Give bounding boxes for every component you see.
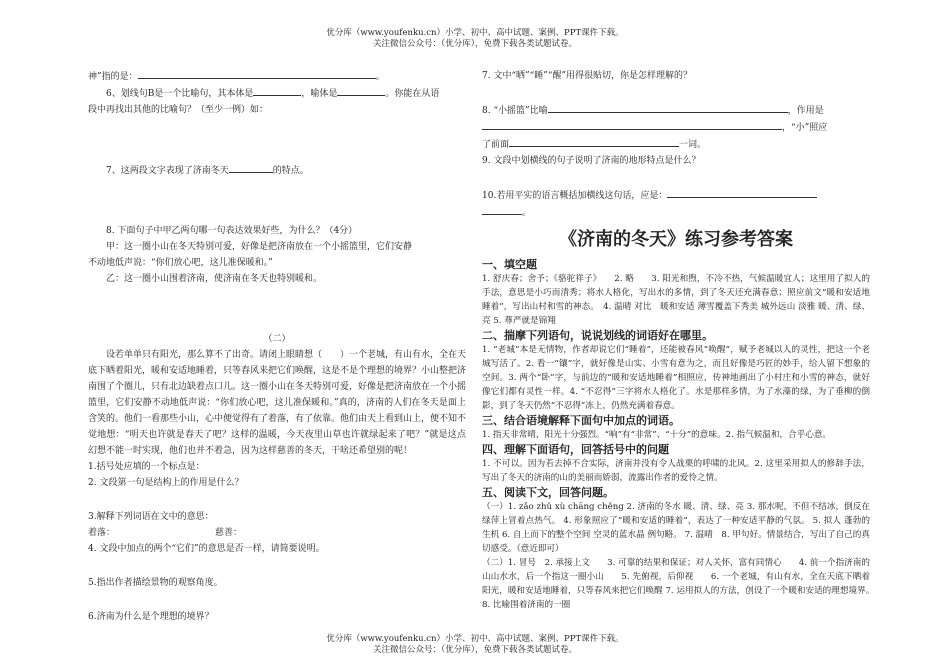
answer-blank[interactable] xyxy=(229,162,273,173)
left-column xyxy=(88,68,466,625)
section-heading-3: 三、结合语境解释下面句中加点的词语。 xyxy=(482,414,680,427)
sub-question-2: 2. 文段第一句是结构上的作用是什么？ xyxy=(88,478,244,488)
section-heading-4: 四、理解下面语句，回答括号中的问题 xyxy=(482,443,669,456)
header-line-1: 优分库（www.youfenku.cn）小学、初中、高中试题、案例、PPT课件下载。 xyxy=(326,28,624,38)
answer-section-4: 1. 不可以。因为若去掉不合实际，济南并没有令人战栗的呼啸的北风。2. 这里采用拟人的修辞手法，写出了冬天的济南的山的美丽而娇弱，流露出作者的爱怜之情。 xyxy=(482,459,870,483)
sub-question-1: 1.括号处应填的一个标点是： xyxy=(88,462,205,472)
answer-blank[interactable] xyxy=(337,85,385,96)
question-r8-line3: 了前面 一词。 xyxy=(482,136,870,153)
header-line-2: 关注微信公众号：（优分库），免费下载各类试题试卷。 xyxy=(372,39,577,49)
question-6: 6、划线句B是一个比喻句，其本体是 ，喻体是 。你能在从语 xyxy=(88,85,466,102)
answer-section-5-part2: （二）1. 冒号 2. 承接上文 3. 可靠的结果和保证；对人关怀，富有同情心 4. 前一个指济南的山山水水，后一个指这一圈小山 5. 先俯视，后仰视 6. 一个老城，有山有水，全在天底下晒着阳光，暖和安适地睡着，只等春风来把它们唤醒 7. 运用拟人的方法，创设了一个暖和安适的理想境界。 8. 比喻围着济南的一圈 xyxy=(482,558,888,610)
question-8: 8. 下面句子中甲乙两句哪一句表达效果好些，为什么？（4分） xyxy=(106,226,358,236)
section-heading-1: 一、填空题 xyxy=(482,258,537,271)
question-r10: 10.若用平实的语言概括加横线这句话，应是： xyxy=(482,187,870,204)
sub-question-4: 4. 文段中加点的两个“它们”的意思是否一样，请简要说明。 xyxy=(88,544,325,554)
question-r8-line2: ，“小”照应 xyxy=(482,119,870,136)
question-7: 7、这两段文字表现了济南冬天 的特点。 xyxy=(88,162,466,179)
question-r10-line2: 。 xyxy=(482,204,870,221)
sub-question-3-words: 着落： 慈善： xyxy=(88,528,243,538)
sentence-jia: 甲：这一圈小山在冬天特别可爱，好像是把济南放在一个小摇篮里，它们安静 xyxy=(106,242,413,252)
answer-blank[interactable] xyxy=(548,102,788,113)
section-heading-5: 五、阅读下文，回答问题。 xyxy=(482,486,614,499)
answer-blank[interactable] xyxy=(482,119,782,130)
answer-section-5-part1: （一）1. zǎo zhǔ xù chāng chěng 2. 济南的冬水 暖、清、绿、亮 3. 那水呢，不但不结冰，倒反在绿萍上冒着点热气。 4. 形象照应了“暖和安适的睡着”，表达了一种安适平静的气氛。 5. 拟人 蓬勃的生机 6. 自上而下的整个空间 空灵的蓝水晶 例句略。 7. 温晴 8. 甲句好。情景结合，写出了自己的真切感受。（意近即可） xyxy=(482,502,870,554)
left-line-1: 神”指的是： 。 xyxy=(88,68,466,85)
footer-line-2: 关注微信公众号：（优分库），免费下载各类试题试卷。 xyxy=(372,645,577,655)
answer-blank[interactable] xyxy=(667,187,817,198)
footer-line-1: 优分库（www.youfenku.cn）小学、初中、高中试题、案例、PPT课件下载。 xyxy=(326,634,624,644)
answer-title: 《济南的冬天》练习参考答案 xyxy=(559,229,793,250)
question-r9: 9. 文段中划横线的句子说明了济南的地形特点是什么？ xyxy=(482,156,701,166)
answer-blank[interactable] xyxy=(482,204,522,215)
question-r8: 8. “小摇篮”比喻 ，作用是 xyxy=(482,102,870,119)
sub-question-3: 3.解释下列词语在文中的意思： xyxy=(88,512,214,522)
right-column xyxy=(482,68,888,612)
answer-blank[interactable] xyxy=(253,85,301,96)
question-r7: 7. 文中“晒”“睡”“醒”用得很贴切，你是怎样理解的？ xyxy=(482,71,693,81)
section-heading-2: 二、揣摩下列语句，说说划线的词语好在哪里。 xyxy=(482,329,713,342)
part-two-heading: （二） xyxy=(263,334,291,344)
question-6-cont: 段中再找出其他的比喻句？（至少一例）如： xyxy=(88,105,269,115)
sentence-yi: 乙：这一圈小山围着济南，使济南在冬天也特别暖和。 xyxy=(106,274,323,284)
reading-passage: 设若单单只有阳光，那么算不了出奇。请闭上眼睛想（ ）一个老城，有山有水，全在天底下晒着阳光，暖和安适地睡着，只等春风来把它们唤醒，这是不是个理想的境界？小山整把济南围了个圈儿，只有北边缺着点口儿。这一圈小山在冬天特别可爱，好像是把济南放在一个小摇篮里，它们安静不动地低声说：“你们放心吧，这儿准保暖和。”真的，济南的人们在冬天是面上含笑的。他们一看那些小山，心中便觉得有了着落，有了依靠。他们由天上看到山上，便不知不觉地想：“明天也许就是春天了吧？这样的温暖，今天夜里山草也许就绿起来了吧？”就是这点幻想不能一时实现，他们也并不着急，因为这样慈善的冬天，干啥还希望别的呢！ xyxy=(88,350,467,456)
sub-question-6: 6.济南为什么是个理想的境界？ xyxy=(88,612,214,622)
answer-section-1: 1. 舒庆春；舍予；《骆驼祥子》 2. 略 3. 阳光和煦，不冷不热，气候温暖宜人；这里用了拟人的手法，意思是小巧而清秀；将水人格化，写出水的多情，到了冬天还充满春意；照应前文“暖和安适地睡着”，写出山村和雪的神态。 4. 温晴 对比 暖和安适 薄雪覆盖下秀美 城外远山 淡雅 暖、清、绿、亮 5. 尊严就是锦翔 xyxy=(482,274,870,326)
answer-blank[interactable] xyxy=(138,68,376,79)
sentence-jia-cont: 不动地低声说：“你们放心吧，这儿准保暖和。” xyxy=(88,258,273,268)
page-header xyxy=(0,28,950,50)
answer-section-3: 1. 指天非常晴，阳光十分强烈。“响”有“非常”、“十分”的意味。2. 指气候温和，合乎心意。 xyxy=(482,430,832,440)
page-footer xyxy=(0,634,950,656)
answer-blank[interactable] xyxy=(509,136,679,147)
sub-question-5: 5.指出作者描绘景物的观察角度。 xyxy=(88,578,223,588)
answer-section-2: 1. “老城”本是无情物，作者却说它们“睡着”，还能被春风“唤醒”，赋予老城以人的灵性，把这一个老城写活了。2. 看一“镶”字，就好像是山实、小雪有意为之，而且好像是巧匠的妙手，给人留下想象的空间。3. 两个“卧”字，与前边的“暖和安适地睡着”相照应，传神地画出了小村庄和小雪的神态，就好像它们都有灵性一样。4. “不忍得”三字将水人格化了。水是那样多情，为了水藻的绿，为了垂柳的倒影，到了冬天仍然“不忍得”冻上，仍然充满着春意。 xyxy=(482,345,870,411)
